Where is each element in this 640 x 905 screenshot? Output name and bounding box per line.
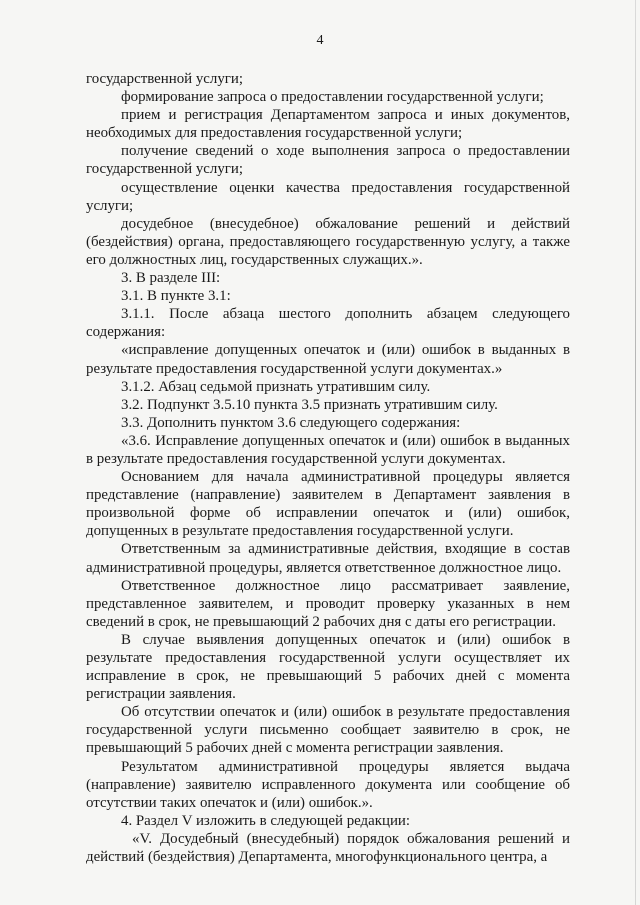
paragraph: 3.1. В пункте 3.1: [121, 288, 231, 305]
paragraph: прием и регистрация Департаментом запроса и иных документов, необходимых для предоставления государственной услуги; [86, 107, 570, 142]
paragraph: «исправление допущенных опечаток и (или) ошибок в выданных в результате предоставления государственной услуги документах.» [86, 342, 570, 377]
paragraph: Результатом административной процедуры является выдача (направление) заявителю исправленного документа или сообщение об отсутствии таких опечаток и (или) ошибок.». [86, 758, 570, 811]
paragraph: 3.1.1. После абзаца шестого дополнить абзацем следующего содержания: [86, 306, 570, 341]
paragraph: получение сведений о ходе выполнения запроса о предоставлении государственной услуги; [86, 143, 570, 178]
paragraph: 3. В разделе III: [121, 270, 221, 287]
paragraph: Ответственным за административные действия, входящие в состав административной процедуры, является ответственное должностное лицо. [86, 541, 570, 576]
paragraph: осуществление оценки качества предоставления государственной услуги; [86, 179, 570, 214]
paragraph: государственной услуги; [86, 71, 243, 87]
paragraph: В случае выявления допущенных опечаток и (или) ошибок в результате предоставления государственной услуги осуществляет их исправление в срок, не превышающий 5 рабочих дней с момента регистрации заявления. [86, 631, 570, 703]
paragraph: Основанием для начала административной процедуры является представление (направление) заявителем в Департамент заявления в произвольной форме об исправлении опечаток и (или) ошибок, допущенных в результате предоставления государственной услуги. [86, 469, 570, 540]
page-number: 4 [316, 33, 324, 48]
paragraph: Об отсутствии опечаток и (или) ошибок в результате предоставления государственной услуги письменно сообщает заявителю в срок, не превышающий 5 рабочих дней с момента регистрации заявления. [86, 704, 570, 757]
document-body [86, 70, 570, 866]
paragraph: формирование запроса о предоставлении государственной услуги; [121, 89, 544, 106]
paragraph: 3.1.2. Абзац седьмой признать утратившим силу. [121, 378, 431, 395]
paragraph: 3.3. Дополнить пунктом 3.6 следующего содержания: [121, 414, 461, 431]
paragraph: Ответственное должностное лицо рассматривает заявление, представленное заявителем, и проводит проверку указанных в нем сведений в срок, не превышающий 2 рабочих дня с даты его регистрации. [86, 577, 570, 630]
paragraph: 4. Раздел V изложить в следующей редакции: [121, 812, 411, 829]
paragraph: «V. Досудебный (внесудебный) порядок обжалования решений и действий (бездействия) Департамента, многофункционального центра, а [86, 830, 570, 866]
paragraph: 3.2. Подпункт 3.5.10 пункта 3.5 признать утратившим силу. [121, 396, 498, 413]
page-edge-shadow [635, 0, 636, 905]
paragraph: «3.6. Исправление допущенных опечаток и (или) ошибок в выданных в результате предоставления государственной услуги документах. [86, 432, 570, 467]
paragraph: досудебное (внесудебное) обжалование решений и действий (бездействия) органа, предоставляющего государственную услугу, а также его должностных лиц, государственных служащих.». [86, 215, 570, 268]
